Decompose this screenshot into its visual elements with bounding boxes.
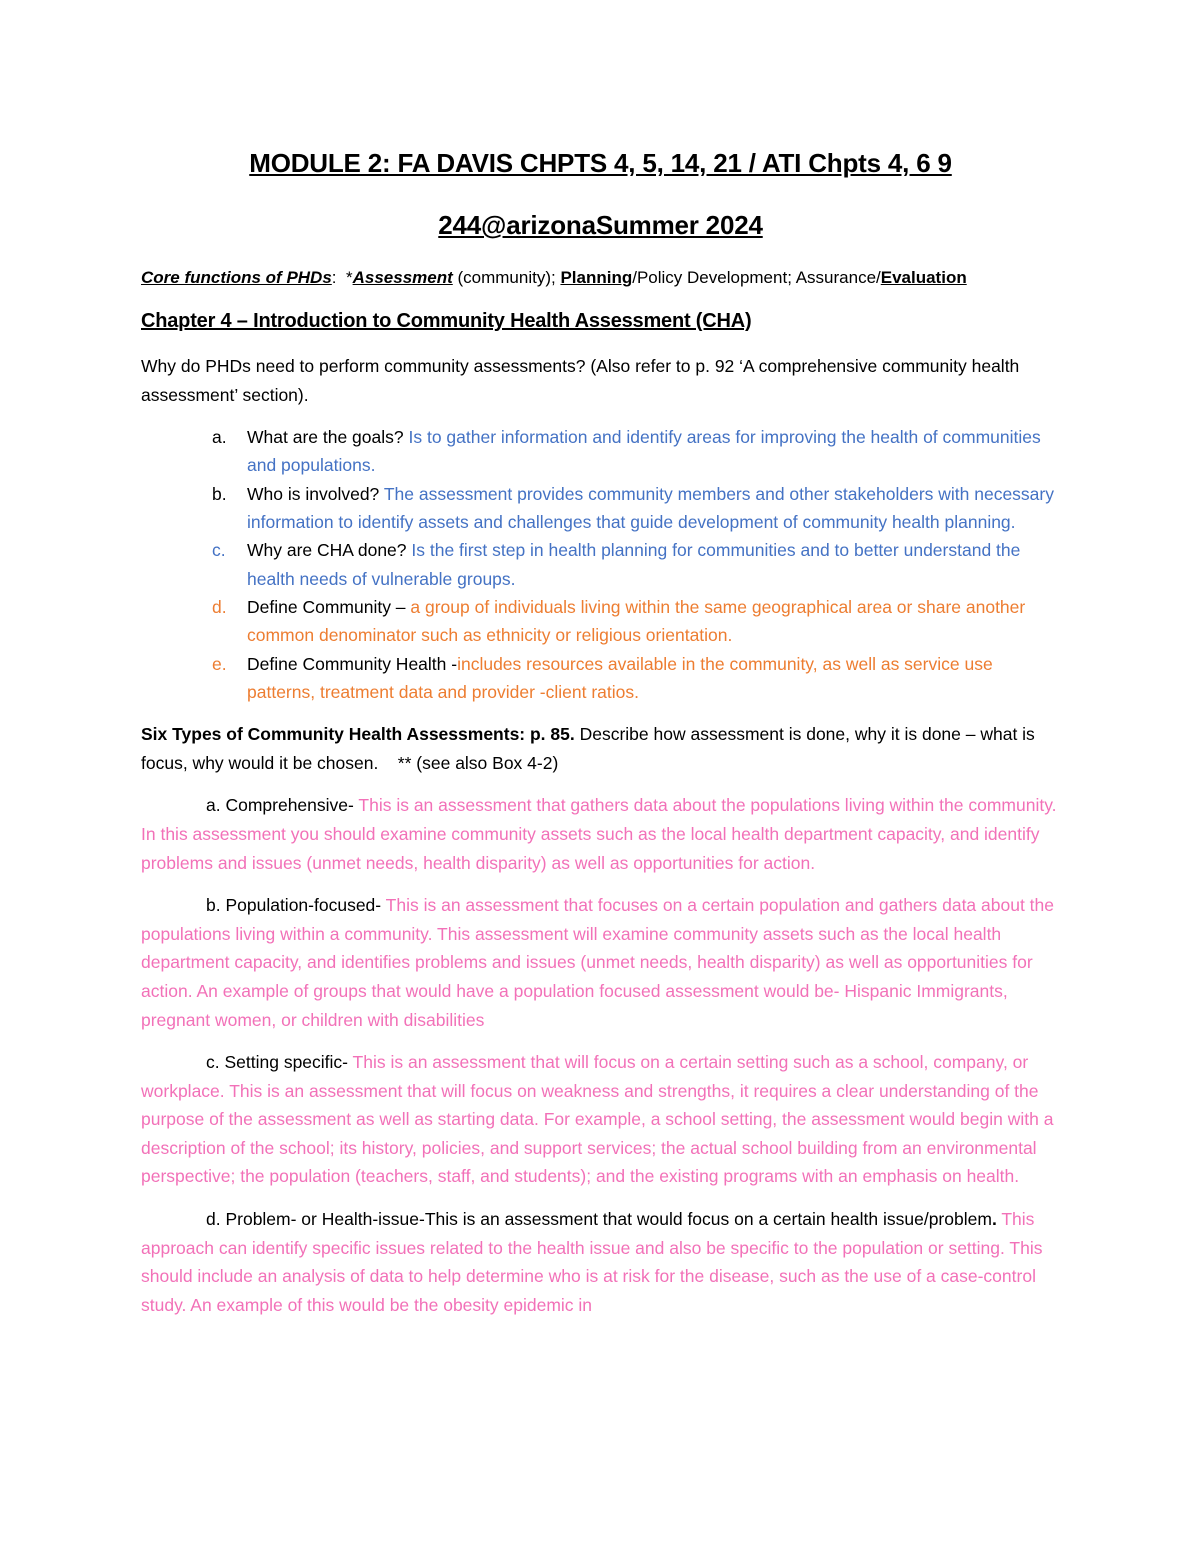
core-assessment: Assessment bbox=[352, 268, 453, 287]
chapter-4-question-list bbox=[141, 423, 1060, 706]
module-title: MODULE 2: FA DAVIS CHPTS 4, 5, 14, 21 / ATI Chpts 4, 6 9 bbox=[249, 148, 952, 178]
answer-text: includes resources available in the community, as well as service use patterns, treatment data and provider -client ratios. bbox=[247, 653, 993, 702]
assessment-type-setting-specific bbox=[141, 1048, 1060, 1191]
core-planning-rest: /Policy Development; Assurance/ bbox=[632, 268, 881, 287]
list-item bbox=[212, 593, 1060, 650]
chapter-4-heading: Chapter 4 – Introduction to Community Health Assessment (CHA) bbox=[141, 310, 752, 332]
question-text: Define Community Health - bbox=[247, 653, 458, 674]
list-item bbox=[212, 650, 1060, 707]
list-marker: e. bbox=[212, 653, 227, 674]
core-functions-colon: : bbox=[331, 268, 337, 287]
assessment-type-problem-health-issue bbox=[141, 1205, 1060, 1319]
question-text: Define Community – bbox=[247, 596, 411, 617]
type-description: This is an assessment that focuses on a certain population and gathers data about the populations living within a community. This assessment will examine community assets such as the local health department capacity, and identifies problems and issues (unmet needs, health disparity) as well as opportunities for action. An example of groups that would have a population focused assessment would be- Hispanic Immigrants, pregnant women, or children with disabilities bbox=[141, 895, 1055, 1030]
course-title: 244@arizonaSummer 2024 bbox=[438, 210, 763, 240]
core-functions-label: Core functions of PHDs bbox=[141, 268, 332, 287]
list-item bbox=[212, 423, 1060, 480]
list-marker: b. bbox=[212, 483, 227, 504]
six-types-heading: Six Types of Community Health Assessments: p. 85. bbox=[141, 724, 575, 745]
type-label: c. Setting specific- bbox=[206, 1052, 353, 1073]
list-item bbox=[212, 536, 1060, 593]
six-types-paragraph bbox=[141, 720, 1060, 777]
assessment-type-population-focused bbox=[141, 891, 1060, 1034]
list-marker: a. bbox=[212, 427, 227, 448]
list-item bbox=[212, 480, 1060, 537]
list-marker: c. bbox=[212, 540, 226, 561]
answer-text: a group of individuals living within the same geographical area or share another common denominator such as ethnicity or religious orientation. bbox=[247, 596, 1026, 646]
answer-text: Is the first step in health planning for communities and to better understand the health needs of vulnerable groups. bbox=[247, 540, 1021, 589]
type-label: b. Population-focused- bbox=[206, 895, 386, 916]
why-question: Why do PHDs need to perform community assessments? (Also refer to p. 92 ‘A comprehensive community health assessment’ section). bbox=[141, 356, 1020, 405]
core-planning: Planning bbox=[560, 268, 633, 287]
question-text: What are the goals? bbox=[247, 427, 409, 448]
type-description: This is an assessment that will focus on a certain setting such as a school, company, or workplace. This is an assessment that will focus on weakness and strengths, it requires a clear understanding of the purpose of the assessment as well as starting data. For example, a school setting, the assessment would begin with a description of the school; its history, policies, and support services; the actual school building from an environmental perspective; the population (teachers, staff, and students); and the existing programs with an emphasis on health. bbox=[141, 1052, 1054, 1187]
core-assessment-rest: (community); bbox=[452, 268, 561, 287]
type-description: This is an assessment that gathers data about the populations living within the community. In this assessment you should examine community assets such as the local health department capacity, and identify problems and issues (unmet needs, health disparity) as well as opportunities for action. bbox=[141, 795, 1057, 873]
type-label: d. Problem- or Health-issue-This is an assessment that would focus on a certain health issue/problem bbox=[206, 1209, 992, 1230]
question-text: Why are CHA done? bbox=[247, 540, 412, 561]
answer-text: The assessment provides community members and other stakeholders with necessary information to identify assets and challenges that guide development of community health planning. bbox=[247, 483, 1054, 533]
type-label: a. Comprehensive- bbox=[206, 795, 359, 816]
type-label-period: . bbox=[991, 1209, 997, 1230]
assessment-type-comprehensive bbox=[141, 791, 1060, 877]
question-text: Who is involved? bbox=[247, 483, 384, 504]
core-evaluation: Evaluation bbox=[880, 268, 967, 287]
core-functions-line bbox=[141, 264, 1060, 292]
core-functions-star: * bbox=[336, 268, 353, 287]
list-marker: d. bbox=[212, 596, 227, 617]
answer-text: Is to gather information and identify areas for improving the health of communities and populations. bbox=[247, 427, 1041, 476]
six-types-description: Describe how assessment is done, why it is done – what is focus, why would it be chosen. ** (see also Box 4-2) bbox=[141, 724, 1040, 773]
type-description: This approach can identify specific issues related to the health issue and also be specific to the population or setting. This should include an analysis of data to help determine who is at risk for the disease, such as the use of a case-control study. An example of this would be the obesity epidemic in bbox=[141, 1209, 1043, 1315]
